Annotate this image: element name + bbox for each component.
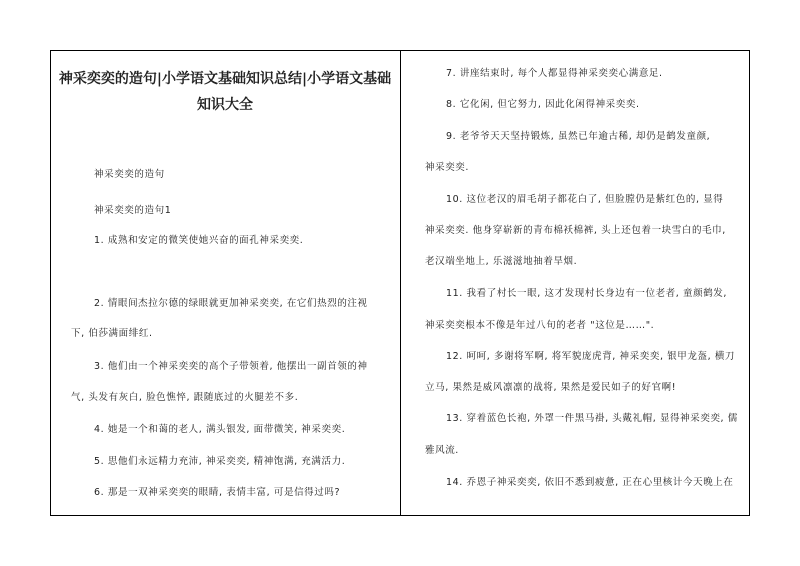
right-column xyxy=(401,51,749,515)
sentence-line: 10. 这位老汉的眉毛胡子都花白了, 但脸膛仍是紫红色的, 显得 xyxy=(446,194,724,205)
sentence-line: 神采奕奕根本不像是年过八旬的老者 "这位是……". xyxy=(425,320,655,331)
sentence-line: 老汉端坐地上, 乐滋滋地抽着旱烟. xyxy=(425,256,578,267)
sentence-line: 4. 她是一个和蔼的老人, 满头银发, 面带微笑, 神采奕奕. xyxy=(94,424,346,435)
sentence-line: 雅风流. xyxy=(425,445,459,456)
sentence-line: 神采奕奕. 他身穿崭新的青布棉袄棉裤, 头上还包着一块雪白的毛巾, xyxy=(425,225,726,236)
sentence-line: 气, 头发有灰白, 脸色憔悴, 跟随底过的火腿差不多. xyxy=(71,392,299,403)
left-column xyxy=(51,51,400,515)
sentence-line: 下, 伯莎满面绯红. xyxy=(71,328,153,339)
sentence-line: 5. 思他们永远精力充沛, 神采奕奕, 精神饱满, 充满活力. xyxy=(94,456,346,467)
sentence-line: 2. 情眼间杰拉尔德的绿眼就更加神采奕奕, 在它们热烈的注视 xyxy=(94,298,368,309)
page-title: 神采奕奕的造句|小学语文基础知识总结|小学语文基础知识大全 xyxy=(58,71,392,113)
sentence-line: 13. 穿着蓝色长袍, 外罩一件黑马褂, 头戴礼帽, 显得神采奕奕, 儒 xyxy=(446,413,738,424)
sentence-line: 神采奕奕. xyxy=(425,162,470,173)
section-subheading: 神采奕奕的造句1 xyxy=(94,205,172,216)
sentence-line: 11. 我看了村长一眼, 这才发现村长身边有一位老者, 童颜鹤发, xyxy=(446,288,728,299)
sentence-line: 14. 乔恩子神采奕奕, 依旧不悉到疲惫, 正在心里核计今天晚上在 xyxy=(446,477,734,488)
sentence-line: 1. 成熟和安定的微笑使她兴奋的面孔神采奕奕. xyxy=(94,235,304,246)
document-page xyxy=(50,50,750,516)
sentence-line: 12. 呵呵, 多谢将军啊, 将军貌庞虎背, 神采奕奕, 银甲龙盔, 横刀 xyxy=(446,351,736,362)
sentence-line: 8. 它化闲, 但它努力, 因此化闲得神采奕奕. xyxy=(446,99,640,110)
section-heading: 神采奕奕的造句 xyxy=(94,169,165,180)
sentence-line: 7. 讲座结束时, 每个人都显得神采奕奕心满意足. xyxy=(446,68,663,79)
sentence-line: 3. 他们由一个神采奕奕的高个子带领着, 他摆出一副首领的神 xyxy=(94,361,368,372)
sentence-line: 立马, 果然是威风凛凛的战将, 果然是爱民如子的好官啊! xyxy=(425,382,677,393)
sentence-line: 9. 老爷爷天天坚持锻炼, 虽然已年逾古稀, 却仍是鹤发童颜, xyxy=(446,131,711,142)
sentence-line: 6. 那是一双神采奕奕的眼睛, 表情丰富, 可是信得过吗? xyxy=(94,487,341,498)
